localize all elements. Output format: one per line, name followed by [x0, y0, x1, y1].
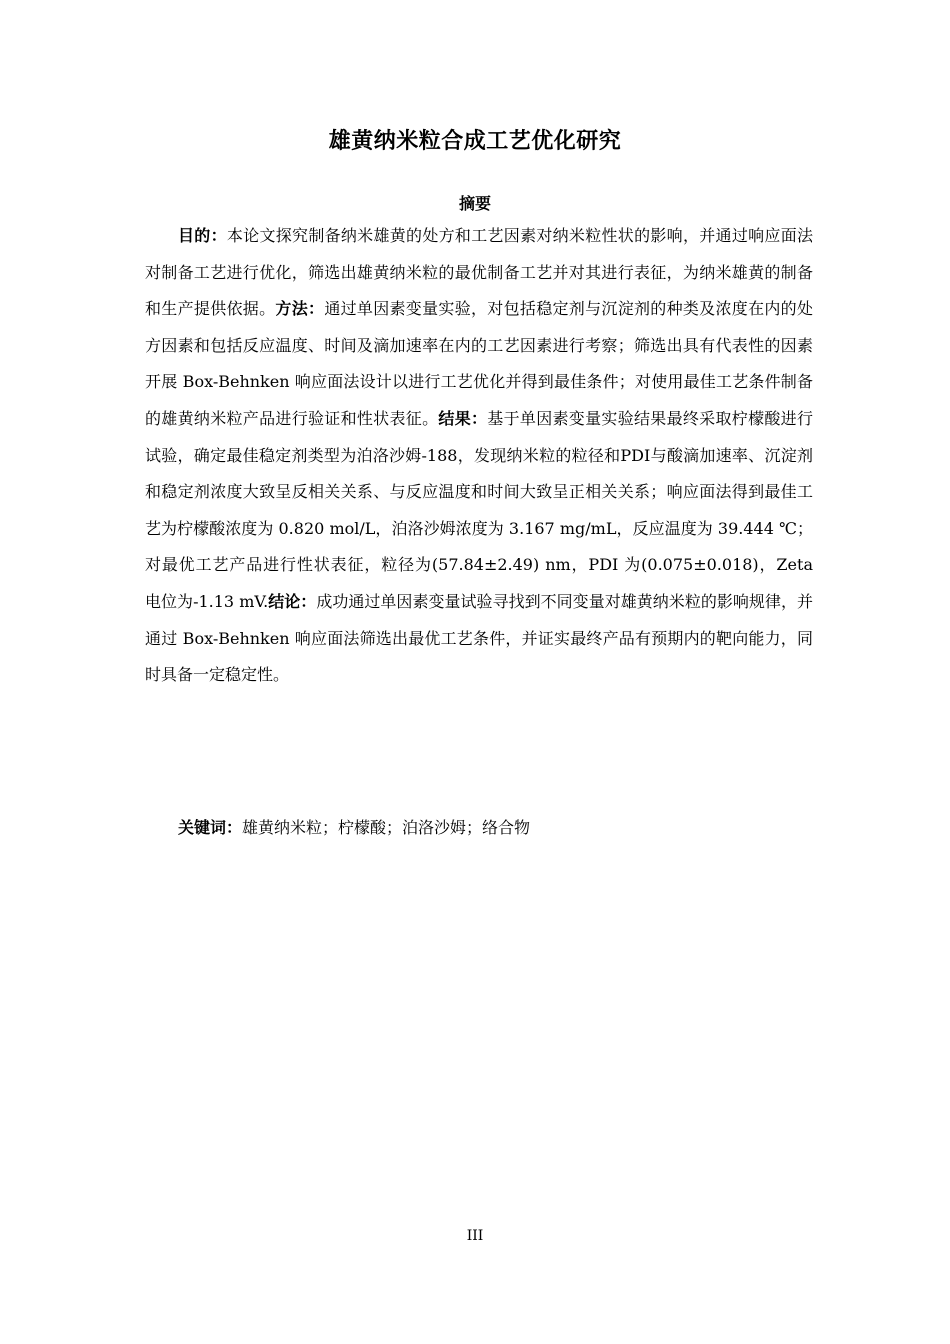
- purpose-text: 本论文探究制备纳米雄黄的处方和工艺因素对纳米粒性状的影响，并通过响应面法对制备工艺进行优化，筛选出雄黄纳米粒的最优制备工艺并对其进行表征，为纳米雄黄的制备和生产提供依据。: [145, 226, 813, 319]
- methods-text: 通过单因素变量实验，对包括稳定剂与沉淀剂的种类及浓度在内的处方因素和包括反应温度、时间及滴加速率在内的工艺因素进行考察；筛选出具有代表性的因素开展 Box-Behnken 响应面法设计以进行工艺优化并得到最佳条件；对使用最佳工艺条件制备的雄黄纳米粒产品进行验证和性状表征。: [145, 299, 813, 428]
- results-text: 基于单因素变量实验结果最终采取柠檬酸进行试验，确定最佳稳定剂类型为泊洛沙姆-188，发现纳米粒的粒径和PDI与酸滴加速率、沉淀剂和稳定剂浓度大致呈反相关关系、与反应温度和时间大致呈正相关关系；响应面法得到最佳工艺为柠檬酸浓度为 0.820 mol/L，泊洛沙姆浓度为 3.167 mg/mL，反应温度为 39.444 ℃；对最优工艺产品进行性状表征，粒径为(57.84±2.49) nm，PDI 为(0.075±0.018)，Zeta 电位为-1.13 mV.: [145, 408, 813, 611]
- document-title: 雄黄纳米粒合成工艺优化研究: [328, 129, 622, 154]
- keywords-label: 关键词：: [178, 818, 243, 837]
- keywords-line: [178, 813, 818, 843]
- methods-label: 方法：: [275, 299, 325, 319]
- abstract-body: [145, 218, 813, 694]
- results-label: 结果：: [438, 408, 488, 428]
- purpose-label: 目的：: [178, 226, 227, 245]
- page-number: III: [466, 1228, 484, 1244]
- keywords-text: 雄黄纳米粒；柠檬酸；泊洛沙姆；络合物: [242, 818, 531, 837]
- abstract-heading: 摘要: [458, 194, 491, 213]
- conclusion-label: 结论：: [268, 591, 317, 611]
- conclusion-text: 成功通过单因素变量试验寻找到不同变量对雄黄纳米粒的影响规律，并通过 Box-Behnken 响应面法筛选出最优工艺条件，并证实最终产品有预期内的靶向能力，同时具备一定稳定性。: [145, 591, 813, 685]
